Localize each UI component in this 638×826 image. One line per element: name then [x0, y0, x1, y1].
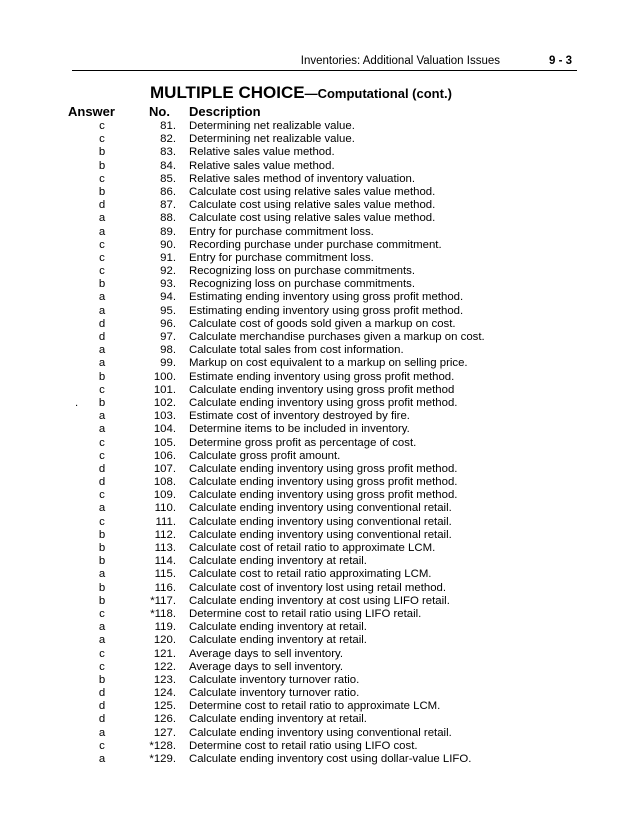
question-row [0, 410, 638, 423]
question-row [0, 648, 638, 661]
question-row [0, 621, 638, 634]
row-answer: c [99, 489, 105, 502]
row-number: 84. [160, 159, 176, 172]
row-number: 120. [153, 634, 176, 647]
row-answer: d [98, 331, 106, 343]
row-number: 113. [154, 542, 176, 554]
question-row [0, 120, 638, 133]
row-description: Average days to sell inventory. [189, 660, 344, 673]
row-number: 93. [160, 278, 176, 291]
row-number: 101. [153, 383, 176, 396]
row-number: 125. [153, 700, 176, 713]
row-answer: b [98, 185, 106, 198]
row-description: Relative sales method of inventory valuation. [189, 172, 416, 185]
question-row [0, 740, 638, 753]
row-answer: c [99, 251, 105, 264]
question-row [0, 608, 638, 621]
page-header [72, 55, 577, 69]
question-row [0, 252, 638, 265]
row-description: Determine gross profit as percentage of cost. [189, 436, 417, 449]
row-answer: b [98, 594, 106, 607]
row-answer: d [98, 317, 106, 330]
question-row [0, 634, 638, 647]
row-answer: d [98, 462, 106, 475]
question-row [0, 212, 638, 225]
row-description: Calculate ending inventory at cost using LIFO retail. [189, 594, 450, 607]
row-description: Calculate gross profit amount. [189, 449, 341, 462]
row-number: 94. [160, 291, 176, 304]
question-row [0, 437, 638, 450]
row-description: Estimate cost of inventory destroyed by fire. [189, 410, 410, 423]
column-header-number: No. [149, 104, 170, 119]
row-description: Calculate ending inventory using gross profit method [189, 383, 455, 396]
row-number: 122. [153, 660, 176, 673]
row-description: Calculate ending inventory using gross profit method. [189, 396, 458, 409]
row-answer: a [98, 357, 106, 370]
row-description: Calculate total sales from cost information. [189, 344, 404, 357]
row-answer: c [99, 660, 105, 673]
row-description: Relative sales value method. [189, 146, 335, 159]
question-row [0, 713, 638, 726]
question-row [0, 291, 638, 304]
row-number: 83. [160, 146, 176, 159]
row-description: Calculate cost of retail ratio to approximate LCM. [189, 542, 436, 554]
row-description: Calculate ending inventory using conventional retail. [189, 726, 452, 739]
row-number: 123. [153, 673, 176, 686]
row-description: Calculate ending inventory at retail. [189, 621, 367, 634]
row-answer: d [98, 713, 106, 726]
question-row [0, 516, 638, 529]
row-answer: b [98, 528, 106, 541]
row-answer: c [99, 133, 105, 146]
row-number: 115. [154, 568, 176, 581]
row-description: Calculate cost of goods sold given a markup on cost. [189, 317, 456, 330]
row-number: *118. [150, 607, 176, 620]
row-description: Estimating ending inventory using gross profit method. [189, 304, 464, 317]
question-row [0, 674, 638, 687]
row-description: Calculate ending inventory using gross profit method. [189, 462, 458, 475]
question-row [0, 146, 638, 159]
question-row [0, 700, 638, 713]
question-row [0, 727, 638, 740]
question-row [0, 265, 638, 278]
row-description: Calculate cost of inventory lost using retail method. [189, 581, 447, 594]
row-description: Calculate ending inventory at retail. [189, 634, 367, 647]
row-answer: b [98, 581, 106, 594]
row-number: 87. [160, 199, 176, 212]
row-answer: c [99, 647, 105, 660]
row-answer: d [98, 199, 106, 212]
question-row [0, 582, 638, 595]
row-number: 88. [160, 212, 176, 225]
row-answer: a [98, 634, 106, 647]
row-number: 85. [160, 172, 176, 185]
row-answer: a [98, 225, 106, 238]
question-row [0, 278, 638, 291]
row-answer: a [98, 423, 106, 436]
row-number: 121. [153, 647, 176, 660]
row-description: Markup on cost equivalent to a markup on selling price. [189, 357, 468, 370]
row-answer: b [98, 146, 106, 159]
question-row [0, 450, 638, 463]
row-number: 90. [160, 238, 176, 251]
question-row [0, 502, 638, 515]
row-number: 91. [160, 251, 176, 264]
row-number: 111. [155, 515, 176, 528]
row-description: Recognizing loss on purchase commitments. [189, 278, 416, 291]
row-number: *117. [150, 594, 176, 607]
question-row [0, 687, 638, 700]
row-description: Calculate inventory turnover ratio. [189, 687, 360, 700]
row-number: 95. [160, 304, 176, 317]
question-row [0, 568, 638, 581]
row-description: Estimate ending inventory using gross profit method. [189, 370, 455, 383]
row-number: 119. [154, 621, 176, 634]
row-description: Average days to sell inventory. [189, 647, 344, 660]
row-answer: c [99, 238, 105, 251]
row-description: Relative sales value method. [189, 159, 335, 172]
row-answer: a [98, 344, 106, 357]
row-answer: c [99, 265, 105, 278]
row-description: Calculate merchandise purchases given a markup on cost. [189, 331, 485, 343]
row-number: 89. [160, 225, 176, 238]
row-answer: c [99, 120, 105, 132]
row-answer: c [99, 172, 105, 185]
row-description: Calculate ending inventory cost using dollar-value LIFO. [189, 753, 472, 765]
row-description: Recording purchase under purchase commitment. [189, 238, 442, 251]
question-row [0, 397, 638, 410]
row-description: Entry for purchase commitment loss. [189, 251, 374, 264]
question-row [0, 529, 638, 542]
question-row [0, 305, 638, 318]
question-row [0, 463, 638, 476]
row-number: 99. [160, 357, 176, 370]
row-answer: d [98, 476, 106, 489]
question-row [0, 476, 638, 489]
row-description: Determining net realizable value. [189, 120, 355, 132]
question-row [0, 542, 638, 555]
question-row [0, 595, 638, 608]
row-number: 103. [153, 410, 176, 423]
row-description: Calculate cost using relative sales value method. [189, 185, 436, 198]
question-row [0, 384, 638, 397]
row-description: Calculate cost using relative sales value method. [189, 212, 436, 225]
row-number: 102. [153, 396, 176, 409]
row-description: Calculate ending inventory using conventional retail. [189, 502, 452, 515]
row-description: Determine items to be included in inventory. [189, 423, 410, 436]
question-row [0, 423, 638, 436]
row-description: Recognizing loss on purchase commitments. [189, 265, 416, 278]
row-description: Calculate cost using relative sales value method. [189, 199, 436, 212]
row-number: 126. [153, 713, 176, 726]
row-answer: c [99, 515, 105, 528]
question-row [0, 371, 638, 384]
question-row [0, 318, 638, 331]
row-description: Calculate ending inventory using conventional retail. [189, 515, 452, 528]
title-sub: —Computational (cont.) [304, 86, 452, 101]
question-row [0, 555, 638, 568]
question-row [0, 753, 638, 766]
section-title: Inventories: Additional Valuation Issues [300, 55, 500, 67]
row-answer: a [98, 502, 106, 515]
question-row [0, 133, 638, 146]
row-description: Determine cost to retail ratio using LIFO retail. [189, 607, 422, 620]
row-number: 114. [154, 555, 176, 568]
row-description: Determine cost to retail ratio to approximate LCM. [189, 700, 441, 713]
row-number: 82. [160, 133, 176, 146]
row-answer: c [99, 449, 105, 462]
row-answer: b [98, 370, 106, 383]
row-description: Calculate ending inventory using conventional retail. [189, 528, 452, 541]
row-number: 116. [154, 581, 176, 594]
page-number: 9 - 3 [548, 55, 572, 67]
page-title [150, 83, 452, 103]
row-answer: a [98, 291, 106, 304]
column-header-answer: Answer [68, 104, 115, 119]
row-number: 110. [154, 502, 176, 515]
row-answer: c [99, 436, 105, 449]
row-answer: a [98, 212, 106, 225]
row-number: 124. [153, 687, 176, 700]
row-answer: d [98, 700, 106, 713]
question-list [0, 120, 638, 766]
title-main: MULTIPLE CHOICE [150, 83, 305, 102]
row-answer: d [98, 687, 106, 700]
row-number: *129. [149, 753, 176, 765]
row-answer: c [99, 607, 105, 620]
header-rule [72, 70, 577, 71]
row-number: 107. [153, 462, 176, 475]
row-number: 97. [160, 331, 176, 343]
row-number: 127. [153, 726, 176, 739]
row-answer: a [98, 621, 106, 634]
row-number: 100. [153, 370, 176, 383]
question-row [0, 357, 638, 370]
row-answer: c [99, 383, 105, 396]
row-description: Calculate ending inventory using gross profit method. [189, 489, 458, 502]
row-answer: b [98, 555, 106, 568]
row-number: 104. [153, 423, 176, 436]
row-number: 112. [154, 528, 176, 541]
question-row [0, 331, 638, 344]
row-description: Estimating ending inventory using gross profit method. [189, 291, 464, 304]
row-number: 86. [160, 185, 176, 198]
question-row [0, 239, 638, 252]
row-number: 98. [160, 344, 176, 357]
row-description: Entry for purchase commitment loss. [189, 225, 374, 238]
row-description: Calculate inventory turnover ratio. [189, 673, 360, 686]
row-number: *128. [149, 739, 176, 752]
row-mark: . [75, 396, 79, 409]
question-row [0, 226, 638, 239]
question-row [0, 186, 638, 199]
row-answer: b [98, 396, 106, 409]
row-description: Calculate ending inventory at retail. [189, 555, 367, 568]
row-answer: a [98, 753, 106, 765]
row-description: Determining net realizable value. [189, 133, 355, 146]
row-number: 108. [153, 476, 176, 489]
row-number: 106. [153, 449, 176, 462]
row-description: Calculate ending inventory using gross profit method. [189, 476, 458, 489]
row-answer: b [98, 159, 106, 172]
row-number: 105. [153, 436, 176, 449]
question-row [0, 489, 638, 502]
row-answer: b [98, 542, 106, 554]
question-row [0, 173, 638, 186]
column-header-description: Description [189, 104, 261, 119]
row-number: 96. [160, 317, 176, 330]
row-answer: b [98, 673, 106, 686]
row-number: 109. [153, 489, 176, 502]
row-number: 92. [160, 265, 176, 278]
row-description: Determine cost to retail ratio using LIFO cost. [189, 739, 418, 752]
row-answer: b [98, 278, 106, 291]
row-description: Calculate ending inventory at retail. [189, 713, 367, 726]
row-answer: a [98, 726, 106, 739]
row-answer: a [98, 568, 106, 581]
question-row [0, 160, 638, 173]
row-answer: a [98, 410, 106, 423]
row-answer: c [99, 739, 105, 752]
question-row [0, 661, 638, 674]
question-row [0, 199, 638, 212]
row-number: 81. [160, 120, 176, 132]
row-description: Calculate cost to retail ratio approximating LCM. [189, 568, 432, 581]
question-row [0, 344, 638, 357]
row-answer: a [98, 304, 106, 317]
